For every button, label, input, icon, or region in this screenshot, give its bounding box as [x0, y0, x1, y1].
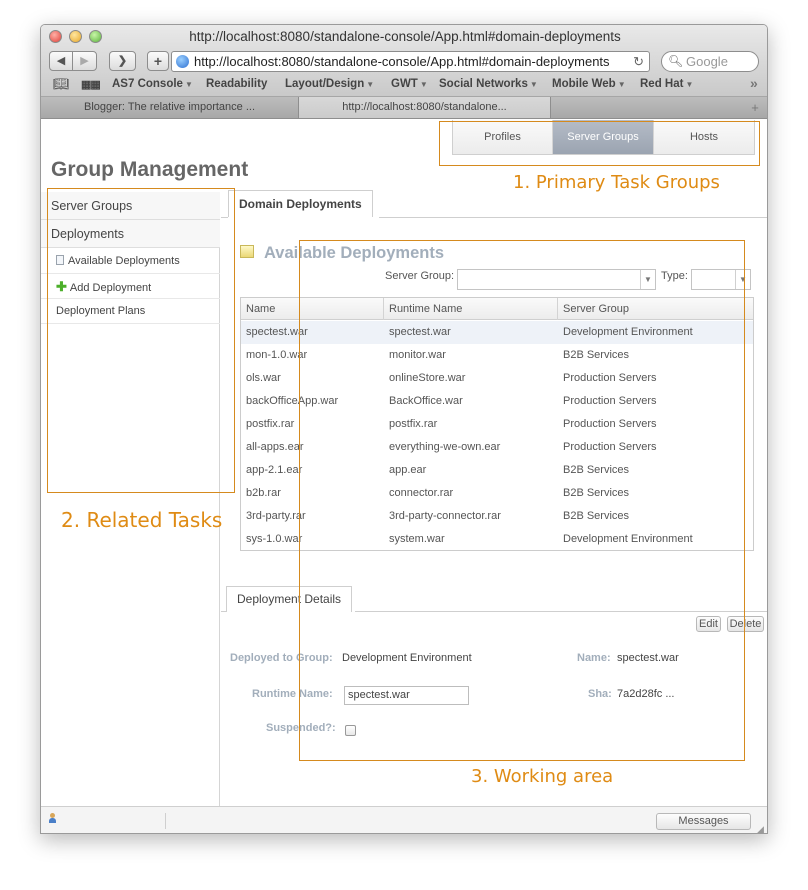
- column-header-runtime-name[interactable]: Runtime Name: [384, 298, 558, 320]
- cell-group: B2B Services: [563, 349, 630, 361]
- address-text: http://localhost:8080/standalone-console/App.html#domain-deployments: [194, 54, 610, 69]
- cell-name: backOfficeApp.war: [246, 395, 339, 407]
- search-placeholder: Google: [686, 54, 728, 69]
- table-row[interactable]: [241, 413, 753, 436]
- forward-button[interactable]: ▶: [72, 51, 97, 71]
- column-header-name[interactable]: Name: [241, 298, 384, 320]
- cell-runtime: app.ear: [389, 464, 427, 476]
- runtime-name-label: Runtime Name:: [252, 688, 333, 700]
- cell-runtime: everything-we-own.ear: [389, 441, 501, 453]
- user-icon[interactable]: [49, 813, 56, 824]
- globe-icon: [176, 55, 189, 68]
- table-row[interactable]: [241, 482, 753, 505]
- type-select[interactable]: [691, 269, 751, 290]
- column-header-server-group[interactable]: Server Group: [563, 303, 630, 315]
- tab-rule: [221, 611, 226, 612]
- console-app: [41, 120, 768, 806]
- nav-section-server-groups[interactable]: Server Groups: [41, 192, 220, 220]
- bookmark-readability[interactable]: Readability: [206, 78, 268, 90]
- search-icon: 🔍︎: [668, 54, 684, 68]
- cell-runtime: monitor.war: [389, 349, 446, 361]
- table-row[interactable]: [241, 344, 753, 367]
- bookmarks-overflow-icon[interactable]: »: [750, 75, 758, 91]
- cell-group: B2B Services: [563, 464, 630, 476]
- cell-name: postfix.rar: [246, 418, 295, 430]
- page-title: Group Management: [51, 158, 249, 181]
- name-value: spectest.war: [617, 652, 679, 664]
- bookmark-layout-design[interactable]: Layout/Design ▼: [285, 78, 375, 90]
- sha-label: Sha:: [588, 688, 612, 700]
- type-filter-label: Type:: [661, 270, 688, 282]
- cell-name: b2b.rar: [246, 487, 281, 499]
- bookmark-red-hat[interactable]: Red Hat ▼: [640, 78, 694, 90]
- grid-icon[interactable]: ▦▦: [81, 79, 100, 91]
- name-label: Name:: [577, 652, 611, 664]
- server-group-select[interactable]: [457, 269, 656, 290]
- suspended-label: Suspended?:: [266, 722, 336, 734]
- suspended-checkbox[interactable]: [345, 725, 356, 736]
- tab-hosts[interactable]: Hosts: [653, 120, 754, 154]
- cell-group: Development Environment: [563, 533, 693, 545]
- cell-runtime: BackOffice.war: [389, 395, 463, 407]
- table-row[interactable]: [241, 459, 753, 482]
- cell-group: B2B Services: [563, 510, 630, 522]
- deployed-to-group-label: Deployed to Group:: [230, 652, 333, 664]
- server-group-filter-label: Server Group:: [385, 270, 455, 282]
- tab-domain-deployments[interactable]: Domain Deployments: [228, 190, 373, 217]
- browser-tab-blogger[interactable]: Blogger: The relative importance ...: [41, 97, 299, 118]
- reload-icon[interactable]: ↻: [633, 54, 644, 69]
- browser-window: [40, 24, 768, 834]
- bookmark-mobile-web[interactable]: Mobile Web ▼: [552, 78, 626, 90]
- cell-runtime: onlineStore.war: [389, 372, 466, 384]
- edit-button[interactable]: Edit: [696, 616, 721, 632]
- status-divider: [165, 813, 166, 829]
- cell-name: mon-1.0.war: [246, 349, 308, 361]
- deployed-to-group-value: Development Environment: [342, 652, 472, 664]
- messages-button[interactable]: Messages: [656, 813, 751, 830]
- table-row[interactable]: [241, 436, 753, 459]
- cell-runtime: system.war: [389, 533, 445, 545]
- cell-name: sys-1.0.war: [246, 533, 303, 545]
- cell-group: B2B Services: [563, 487, 630, 499]
- cell-name: all-apps.ear: [246, 441, 304, 453]
- cell-group: Production Servers: [563, 418, 657, 430]
- deployments-table: [240, 297, 754, 551]
- browser-tab-console[interactable]: http://localhost:8080/standalone...: [299, 97, 551, 118]
- bookmark-social-networks[interactable]: Social Networks ▼: [439, 78, 538, 90]
- annotation-label-primary-tasks: 1. Primary Task Groups: [513, 172, 720, 193]
- cell-runtime: postfix.rar: [389, 418, 438, 430]
- cell-name: spectest.war: [246, 326, 308, 338]
- table-row[interactable]: [241, 505, 753, 528]
- cell-group: Production Servers: [563, 372, 657, 384]
- table-header: [241, 298, 753, 320]
- section-title: Available Deployments: [264, 244, 445, 262]
- cell-runtime: spectest.war: [389, 326, 451, 338]
- bookmarks-bar: [41, 75, 768, 95]
- window-title: http://localhost:8080/standalone-console/App.html#domain-deployments: [189, 29, 621, 44]
- tab-rule: [355, 611, 768, 612]
- tab-profiles[interactable]: Profiles: [453, 120, 553, 154]
- cell-group: Production Servers: [563, 395, 657, 407]
- browser-tab-bar: [41, 97, 768, 119]
- nav-item-deployment-plans[interactable]: Deployment Plans: [41, 299, 220, 324]
- plus-icon: ✚: [56, 279, 67, 294]
- cell-name: ols.war: [246, 372, 281, 384]
- tab-rule: [379, 217, 768, 218]
- chevron-down-icon: ▼: [735, 270, 750, 289]
- working-area: [221, 192, 768, 806]
- tab-rule: [221, 217, 228, 218]
- annotation-label-related-tasks: 2. Related Tasks: [61, 508, 223, 532]
- deployments-icon: [240, 245, 254, 258]
- browser-toolbar: [41, 25, 768, 97]
- related-tasks-nav: [41, 192, 223, 806]
- table-row[interactable]: [241, 321, 753, 344]
- search-input[interactable]: [661, 51, 759, 72]
- tab-deployment-details[interactable]: Deployment Details: [226, 586, 352, 612]
- annotation-label-working-area: 3. Working area: [471, 766, 614, 787]
- cell-name: 3rd-party.rar: [246, 510, 306, 522]
- nav-item-add-deployment[interactable]: ✚ Add Deployment: [41, 274, 220, 299]
- tab-server-groups[interactable]: Server Groups: [553, 120, 653, 154]
- bookmark-gwt[interactable]: GWT ▼: [391, 78, 428, 90]
- address-bar[interactable]: [171, 51, 650, 72]
- status-bar: [41, 806, 768, 834]
- add-bookmark-button[interactable]: +: [147, 51, 169, 71]
- cell-group: Production Servers: [563, 441, 657, 453]
- cell-runtime: connector.rar: [389, 487, 454, 499]
- table-row[interactable]: [241, 367, 753, 390]
- sha-value: 7a2d28fc ...: [617, 688, 675, 700]
- bookmark-as7-console[interactable]: AS7 Console ▼: [112, 78, 193, 90]
- chevron-down-icon: ▼: [640, 270, 655, 289]
- delete-button[interactable]: Delete: [727, 616, 764, 632]
- table-row[interactable]: [241, 390, 753, 413]
- book-icon[interactable]: 📖︎: [53, 76, 70, 91]
- document-icon: [56, 255, 64, 265]
- cell-runtime: 3rd-party-connector.rar: [389, 510, 501, 522]
- primary-task-tabs: [452, 120, 755, 155]
- resize-grip-icon[interactable]: ◢: [757, 824, 764, 834]
- nav-item-available-deployments[interactable]: Available Deployments: [41, 249, 220, 274]
- snapback-button[interactable]: ❯: [109, 51, 136, 71]
- table-row[interactable]: [241, 528, 753, 551]
- back-button[interactable]: ◀: [49, 51, 73, 71]
- new-tab-button[interactable]: +: [751, 100, 759, 115]
- cell-name: app-2.1.ear: [246, 464, 303, 476]
- cell-group: Development Environment: [563, 326, 693, 338]
- nav-section-deployments[interactable]: Deployments: [41, 220, 220, 248]
- runtime-name-field[interactable]: spectest.war: [344, 686, 469, 705]
